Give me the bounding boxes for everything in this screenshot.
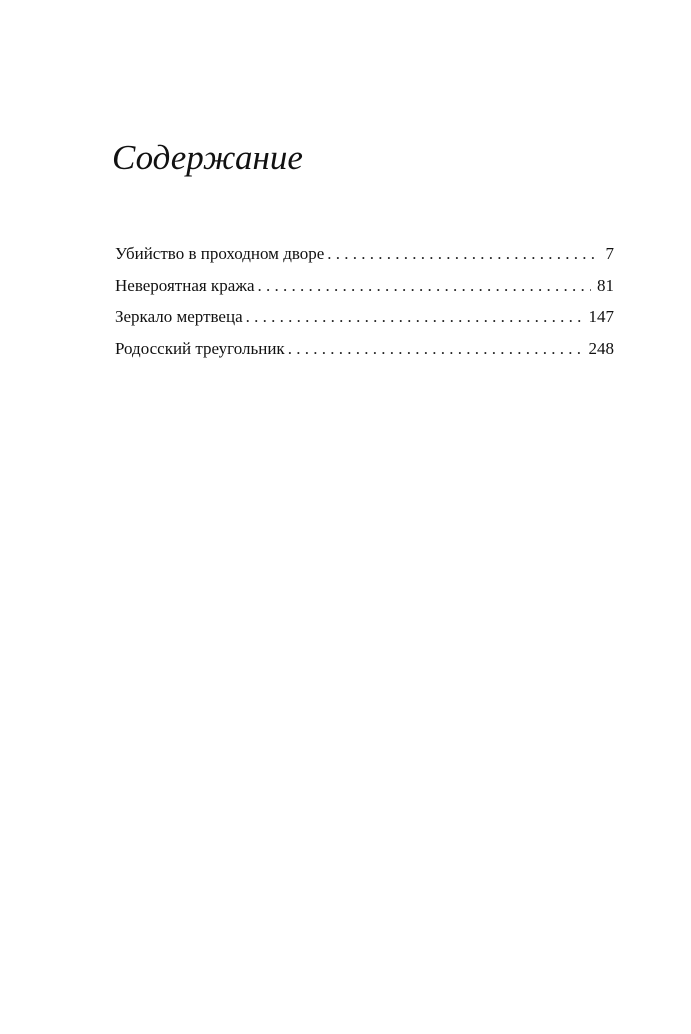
page-title: Содержание <box>112 138 303 177</box>
toc-page-number: 7 <box>605 244 614 263</box>
toc-entry <box>115 238 614 270</box>
toc-page-number: 147 <box>588 307 614 326</box>
dot-leader <box>246 301 583 333</box>
toc-entry-title: Родосский треугольник <box>115 338 285 358</box>
toc-entry <box>115 270 614 302</box>
dot-leader <box>327 238 599 270</box>
toc-entry-title: Невероятная кража <box>115 275 255 295</box>
dot-leader <box>288 333 583 365</box>
toc-entry-title: Зеркало мертвеца <box>115 307 243 326</box>
toc-page-number: 248 <box>588 338 614 358</box>
dot-leader <box>258 270 591 302</box>
toc-page-number: 81 <box>597 275 614 295</box>
toc-entry-title: Убийство в проходном дворе <box>115 244 325 263</box>
toc-entry <box>115 301 614 333</box>
table-of-contents <box>115 238 614 364</box>
toc-entry <box>115 333 614 365</box>
